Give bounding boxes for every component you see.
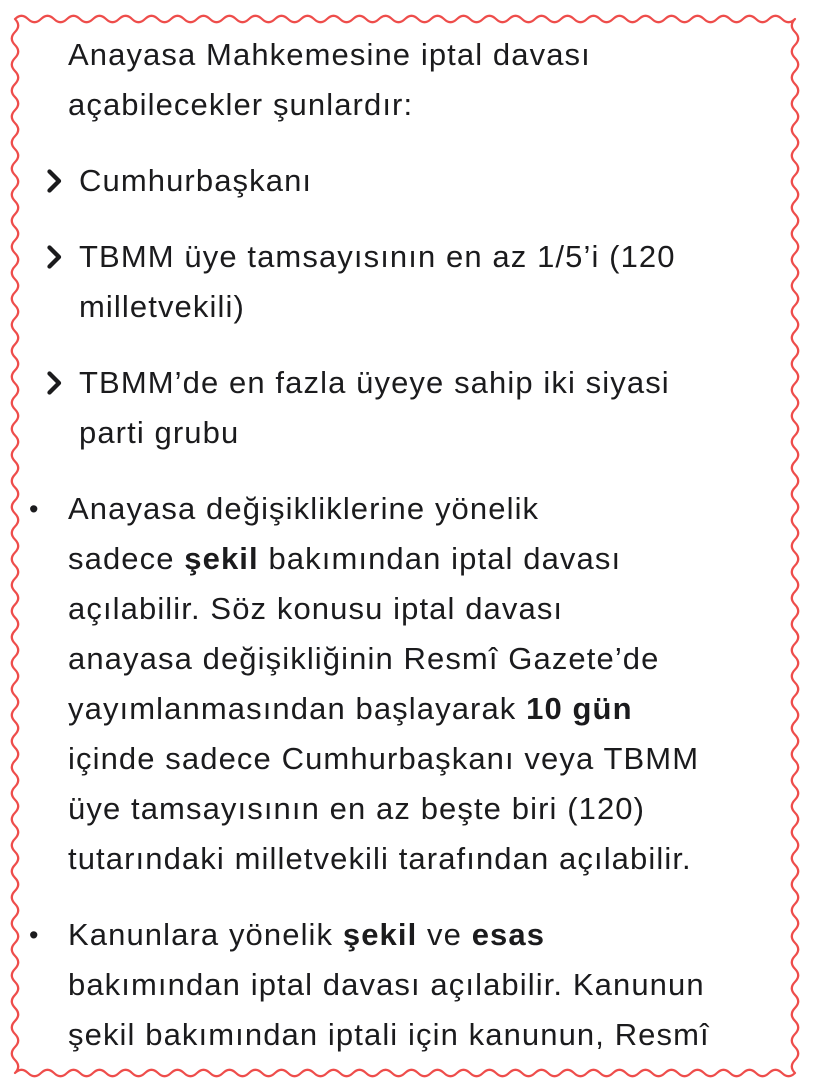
bullet-list-item [0, 910, 814, 1060]
dot-bullet-icon: • [29, 494, 39, 524]
text-segment: Kanunlara yönelik [68, 917, 343, 952]
text-segment: sadece [68, 541, 185, 576]
text-segment: tutarındaki milletvekili tarafından açılabilir. [68, 841, 692, 876]
text-segment: TBMM’de en fazla üyeye sahip iki siyasi [79, 365, 670, 400]
text-segment: bakımından iptal davası [258, 541, 622, 576]
item-lines [68, 484, 814, 884]
text-segment: yayımlanmasından başlayarak [68, 691, 527, 726]
item-lines [79, 156, 814, 206]
bold-text-segment: esas [471, 917, 546, 952]
dot-bullet-icon: • [29, 920, 39, 950]
text-line [79, 408, 814, 458]
chevron-list-item [0, 232, 814, 332]
text-line [79, 156, 814, 206]
text-line [68, 534, 814, 584]
chevron-list-item [0, 156, 814, 206]
intro-paragraph [0, 30, 814, 130]
text-segment: açılabilir. Söz konusu iptal davası [68, 591, 564, 626]
text-line [79, 232, 814, 282]
item-lines [79, 232, 814, 332]
text-segment: milletvekili) [79, 289, 245, 324]
text-line [68, 1010, 814, 1060]
text-line [68, 834, 814, 884]
text-line [68, 910, 814, 960]
text-line [68, 484, 814, 534]
text-line [68, 30, 814, 80]
text-segment: Anayasa değişikliklerine yönelik [68, 491, 540, 526]
text-segment: açabilecekler şunlardır: [68, 87, 414, 122]
chevron-bullet-icon [47, 358, 79, 458]
text-segment: şekil bakımından iptali için kanunun, Resmî [68, 1017, 710, 1052]
text-segment: Cumhurbaşkanı [79, 163, 313, 198]
bold-text-segment: şekil [342, 917, 418, 952]
item-lines [68, 910, 814, 1060]
chevron-bullet-icon [47, 232, 79, 332]
text-segment: Anayasa Mahkemesine iptal davası [68, 37, 591, 72]
text-line [68, 80, 814, 130]
chevron-list-item [0, 358, 814, 458]
text-line [79, 358, 814, 408]
text-segment: bakımından iptal davası açılabilir. Kanunun [68, 967, 705, 1002]
text-segment: içinde sadece Cumhurbaşkanı veya TBMM [68, 741, 700, 776]
text-line [79, 282, 814, 332]
bold-text-segment: şekil [184, 541, 259, 576]
item-lines [79, 358, 814, 458]
bold-text-segment: 10 gün [526, 691, 633, 726]
text-line [68, 634, 814, 684]
bullet-list-item [0, 484, 814, 884]
text-segment: parti grubu [79, 415, 240, 450]
text-line [68, 584, 814, 634]
text-segment: TBMM üye tamsayısının en az 1/5’i (120 [79, 239, 676, 274]
text-segment: anayasa değişikliğinin Resmî Gazete’de [68, 641, 660, 676]
text-line [68, 734, 814, 784]
text-line [68, 684, 814, 734]
chevron-bullet-icon [47, 156, 79, 206]
text-line [68, 960, 814, 1010]
text-line [68, 784, 814, 834]
text-segment: ve [417, 917, 472, 952]
text-segment: üye tamsayısının en az beşte biri (120) [68, 791, 646, 826]
